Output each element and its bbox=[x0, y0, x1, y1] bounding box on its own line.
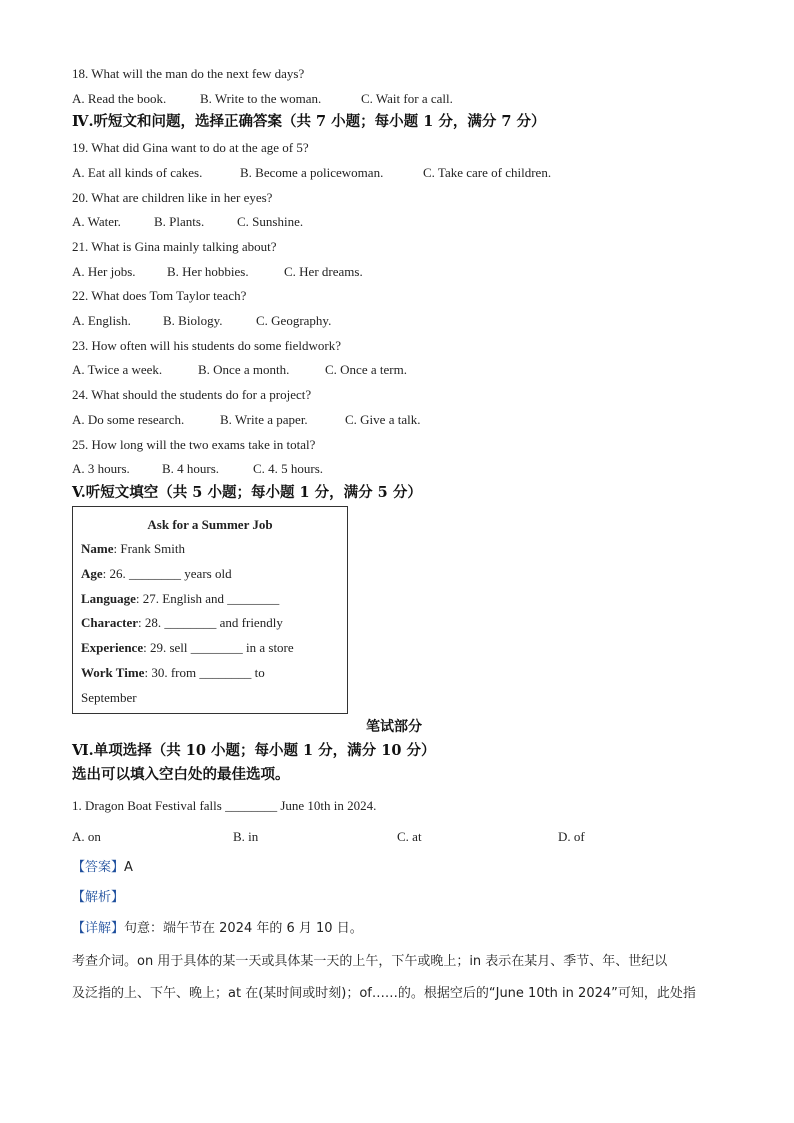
explanation-line-1: 考查介词。on 用于具体的某一天或具体某一天的上午，下午或晚上；in 表示在某月、季节、年、世纪以 bbox=[72, 954, 668, 969]
option-18c: C. Wait for a call. bbox=[361, 91, 453, 106]
option-23b: B. Once a month. bbox=[198, 362, 290, 377]
section-6-instruction: 选出可以填入空白处的最佳选项。 bbox=[72, 766, 290, 783]
option-25c: C. 4. 5 hours. bbox=[253, 461, 324, 476]
form-row-experience: Experience: 29. sell ________ in a store bbox=[81, 640, 294, 655]
form-row-work-time: Work Time: 30. from ________ to bbox=[81, 665, 265, 680]
option-1b: B. in bbox=[233, 829, 259, 844]
form-title: Ask for a Summer Job bbox=[147, 517, 273, 532]
section-6-heading: Ⅵ.单项选择（共 10 小题；每小题 1 分，满分 10 分） bbox=[72, 742, 436, 759]
option-1c: C. at bbox=[397, 829, 422, 844]
option-1a: A. on bbox=[72, 829, 101, 844]
option-19b: B. Become a policewoman. bbox=[240, 165, 384, 180]
option-23c: C. Once a term. bbox=[325, 362, 407, 377]
option-20b: B. Plants. bbox=[154, 214, 205, 229]
explanation-line-2: 及泛指的上、下午、晚上；at 在(某时间或时刻)；of……的。根据空后的“June 10th in 2024”可知，此处指 bbox=[72, 986, 696, 1001]
question-19: 19. What did Gina want to do at the age of 5? bbox=[72, 140, 309, 155]
option-23a: A. Twice a week. bbox=[72, 362, 163, 377]
detail-label: 【详解】 bbox=[72, 921, 125, 936]
answer-line bbox=[72, 860, 133, 876]
option-21c: C. Her dreams. bbox=[284, 264, 363, 279]
option-19a: A. Eat all kinds of cakes. bbox=[72, 165, 203, 180]
option-25a: A. 3 hours. bbox=[72, 461, 130, 476]
option-20c: C. Sunshine. bbox=[237, 214, 304, 229]
question-24: 24. What should the students do for a project? bbox=[72, 387, 312, 402]
question-25: 25. How long will the two exams take in total? bbox=[72, 437, 316, 452]
option-22b: B. Biology. bbox=[163, 313, 223, 328]
form-row-september: September bbox=[81, 690, 137, 705]
option-24b: B. Write a paper. bbox=[220, 412, 308, 427]
question-20: 20. What are children like in her eyes? bbox=[72, 190, 273, 205]
analysis-label: 【解析】 bbox=[72, 890, 125, 905]
form-row-name: Name: Frank Smith bbox=[81, 541, 186, 556]
option-18a: A. Read the book. bbox=[72, 91, 167, 106]
detail-text: 句意：端午节在 2024 年的 6 月 10 日。 bbox=[124, 921, 363, 936]
question-21: 21. What is Gina mainly talking about? bbox=[72, 239, 277, 254]
option-25b: B. 4 hours. bbox=[162, 461, 220, 476]
section-5-heading: V.听短文填空（共 5 小题；每小题 1 分，满分 5 分） bbox=[72, 484, 422, 501]
answer-value: A bbox=[124, 860, 133, 875]
option-22a: A. English. bbox=[72, 313, 131, 328]
detail-line bbox=[72, 921, 363, 937]
option-18b: B. Write to the woman. bbox=[200, 91, 322, 106]
option-21b: B. Her hobbies. bbox=[167, 264, 249, 279]
question-1: 1. Dragon Boat Festival falls ________ June 10th in 2024. bbox=[72, 798, 377, 813]
option-24a: A. Do some research. bbox=[72, 412, 185, 427]
summer-job-form bbox=[72, 506, 348, 714]
option-21a: A. Her jobs. bbox=[72, 264, 136, 279]
written-part-title: 笔试部分 bbox=[366, 719, 422, 735]
form-row-age: Age: 26. ________ years old bbox=[81, 566, 232, 581]
answer-label: 【答案】 bbox=[72, 860, 125, 875]
option-22c: C. Geography. bbox=[256, 313, 332, 328]
form-row-character: Character: 28. ________ and friendly bbox=[81, 615, 283, 630]
form-row-language: Language: 27. English and ________ bbox=[81, 591, 280, 606]
question-23: 23. How often will his students do some fieldwork? bbox=[72, 338, 341, 353]
option-19c: C. Take care of children. bbox=[423, 165, 552, 180]
question-22: 22. What does Tom Taylor teach? bbox=[72, 288, 247, 303]
option-24c: C. Give a talk. bbox=[345, 412, 421, 427]
option-1d: D. of bbox=[558, 829, 585, 844]
section-4-heading: Ⅳ.听短文和问题，选择正确答案（共 7 小题；每小题 1 分，满分 7 分） bbox=[72, 113, 546, 130]
question-18: 18. What will the man do the next few days? bbox=[72, 66, 305, 81]
option-20a: A. Water. bbox=[72, 214, 121, 229]
